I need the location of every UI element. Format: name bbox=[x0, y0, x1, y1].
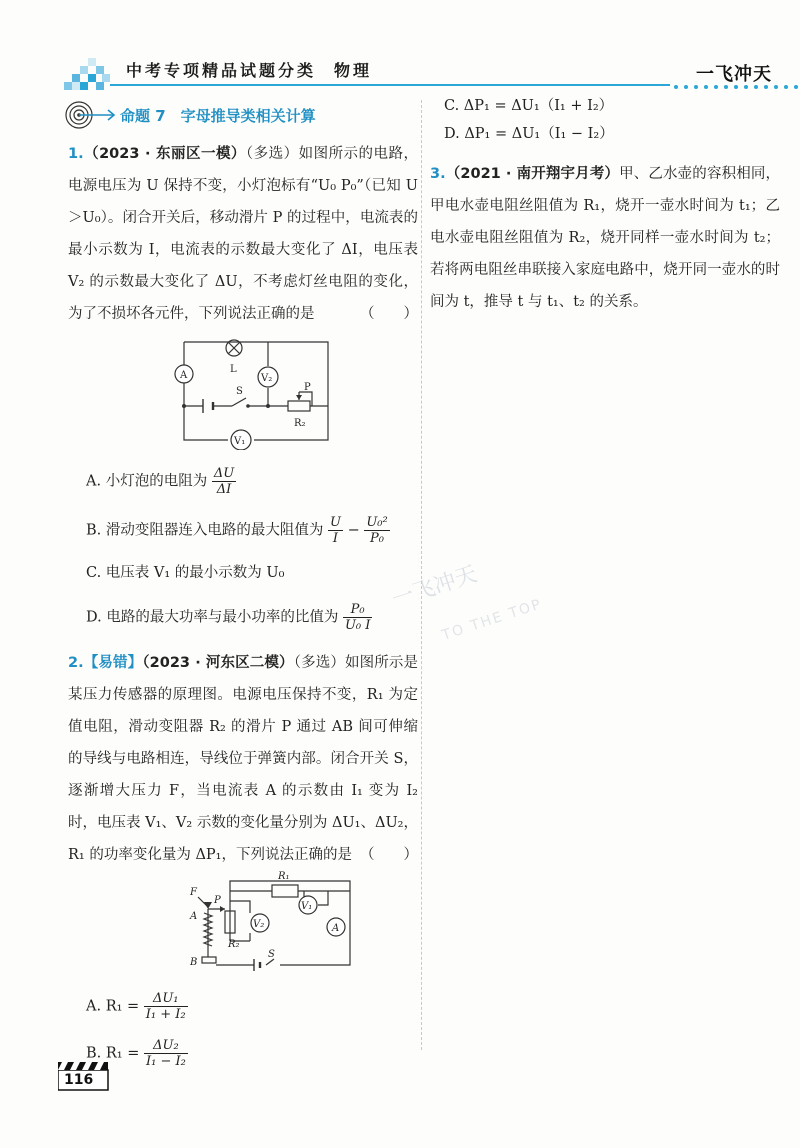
q1-option-b[interactable] bbox=[86, 515, 418, 546]
option-text: A. 小灯泡的电阻为 bbox=[86, 473, 208, 490]
q1-option-c[interactable]: C. 电压表 V₁ 的最小示数为 U₀ bbox=[86, 565, 285, 581]
label-ammeter: A bbox=[180, 370, 188, 381]
question-source: （2023 · 东丽区一模） bbox=[83, 146, 246, 162]
q2-option-c[interactable]: C. ΔP₁ = ΔU₁（I₁ + I₂） bbox=[444, 98, 614, 114]
watermark-cn: 一飞冲天 bbox=[388, 561, 481, 613]
option-text: D. 电路的最大功率与最小功率的比值为 bbox=[86, 609, 339, 626]
page-number: 116 bbox=[64, 1072, 94, 1088]
denominator: I₁ − I₂ bbox=[145, 1054, 186, 1069]
option-text: B. 滑动变阻器连入电路的最大阻值为 bbox=[86, 522, 324, 539]
label-lamp: L bbox=[230, 364, 237, 375]
question-number: 3. bbox=[430, 166, 446, 182]
right-column bbox=[430, 92, 780, 318]
q1-option-a[interactable] bbox=[86, 466, 418, 497]
target-icon bbox=[64, 100, 118, 130]
question-2-stem bbox=[68, 647, 418, 871]
question-1 bbox=[68, 138, 418, 633]
page-header bbox=[0, 0, 800, 100]
circuit-diagram-1 bbox=[68, 330, 418, 450]
section-heading bbox=[64, 100, 404, 130]
left-column bbox=[68, 138, 418, 1069]
checker-pattern-icon bbox=[64, 52, 110, 92]
fraction bbox=[212, 466, 236, 497]
label-switch: S bbox=[236, 386, 243, 397]
denominator: ΔI bbox=[216, 482, 232, 497]
label-point-a: A bbox=[190, 911, 198, 922]
fraction bbox=[328, 515, 343, 546]
header-title bbox=[126, 58, 372, 81]
label-v2: V₂ bbox=[253, 919, 265, 930]
label-r2: R₂ bbox=[228, 939, 240, 950]
subject-label: 物理 bbox=[334, 61, 373, 80]
numerator: U₀² bbox=[366, 515, 388, 530]
label-force: F bbox=[190, 887, 197, 898]
question-text: （多选）如图所示的电路，电源电压为 U 保持不变，小灯泡标有“U₀ P₀”（已知 U＞U₀）。闭合开关后，移动滑片 P 的过程中，电流表的最小示数为 I，电流表的示数最大变化了 ΔI，电压表 V₂ 的示数最大变化了 ΔU，不考虑灯丝电阻的变化，为了不损坏各元件，下列说法正确的是 bbox=[68, 146, 418, 322]
fraction bbox=[144, 991, 188, 1022]
section-title: 命题 7 字母推导类相关计算 bbox=[120, 107, 316, 125]
label-slider: P bbox=[304, 382, 311, 393]
fraction bbox=[144, 1038, 188, 1069]
denominator: I₁ + I₂ bbox=[145, 1007, 186, 1022]
denominator: U₀ I bbox=[344, 618, 371, 633]
question-source: （2021 · 南开翔宇月考） bbox=[445, 166, 620, 182]
question-number: 2. bbox=[68, 655, 84, 671]
question-3 bbox=[430, 158, 780, 318]
question-text: 甲、乙水壶的容积相同，甲电水壶电阻丝阻值为 R₁，烧开一壶水时间为 t₁；乙电水壶电阻丝阻值为 R₂，烧开同样一壶水时间为 t₂；若将两电阻丝串联接入家庭电路中，烧开同一壶水的时间为 t，推导 t 与 t₁、t₂ 的关系。 bbox=[430, 166, 780, 310]
circuit-diagram-2 bbox=[68, 871, 418, 979]
watermark-en: TO THE TOP bbox=[440, 596, 545, 644]
label-r2: R₂ bbox=[294, 418, 306, 429]
minus-sign: − bbox=[347, 522, 360, 539]
fraction bbox=[364, 515, 389, 546]
label-v2: V₂ bbox=[261, 373, 273, 384]
numerator: U bbox=[329, 515, 341, 530]
label-ammeter: A bbox=[332, 923, 340, 934]
label-v1: V₁ bbox=[301, 901, 313, 912]
q2-option-a[interactable] bbox=[86, 991, 418, 1022]
numerator: ΔU bbox=[213, 466, 235, 481]
option-text: A. R₁ = bbox=[86, 998, 140, 1015]
header-rule bbox=[110, 84, 670, 86]
denominator: P₀ bbox=[370, 531, 384, 546]
denominator: I bbox=[332, 531, 339, 546]
label-r1: R₁ bbox=[278, 871, 290, 882]
question-text: （多选）如图所示是某压力传感器的原理图。电源电压保持不变，R₁ 为定值电阻，滑动变阻器 R₂ 的滑片 P 通过 AB 间可伸缩的导线与电路相连，导线位于弹簧内部。闭合开关 S，逐渐增大压力 F，当电流表 A 的示数由 I₁ 变为 I₂ 时，电压表 V₁、V₂ 示数的变化量分别为 ΔU₁、ΔU₂，R₁ 的功率变化量为 ΔP₁，下列说法正确的是 bbox=[68, 655, 418, 863]
question-source: （2023 · 河东区二模） bbox=[142, 655, 294, 671]
label-v1: V₁ bbox=[234, 436, 246, 447]
question-1-stem bbox=[68, 138, 418, 330]
fraction bbox=[343, 602, 372, 633]
numerator: P₀ bbox=[343, 602, 372, 618]
option-text: B. R₁ = bbox=[86, 1045, 140, 1062]
numerator: ΔU₁ bbox=[144, 991, 188, 1007]
question-number: 1. bbox=[68, 146, 84, 162]
question-2 bbox=[68, 647, 418, 1069]
answer-paren: （ ） bbox=[360, 847, 418, 863]
label-point-b: B bbox=[190, 957, 198, 968]
q2-option-b[interactable] bbox=[86, 1038, 418, 1069]
q1-option-d[interactable] bbox=[86, 602, 418, 633]
label-slider: P bbox=[214, 895, 221, 906]
series-title: 中考专项精品试题分类 bbox=[126, 61, 317, 80]
q2-option-d[interactable]: D. ΔP₁ = ΔU₁（I₁ − I₂） bbox=[444, 126, 614, 142]
brand-dots bbox=[672, 84, 800, 90]
brand-logo: 一飞冲天 bbox=[696, 64, 772, 85]
answer-paren: （ ） bbox=[360, 306, 418, 322]
label-switch: S bbox=[268, 949, 275, 960]
error-prone-tag: 【易错】 bbox=[83, 655, 143, 671]
numerator: ΔU₂ bbox=[144, 1038, 188, 1054]
